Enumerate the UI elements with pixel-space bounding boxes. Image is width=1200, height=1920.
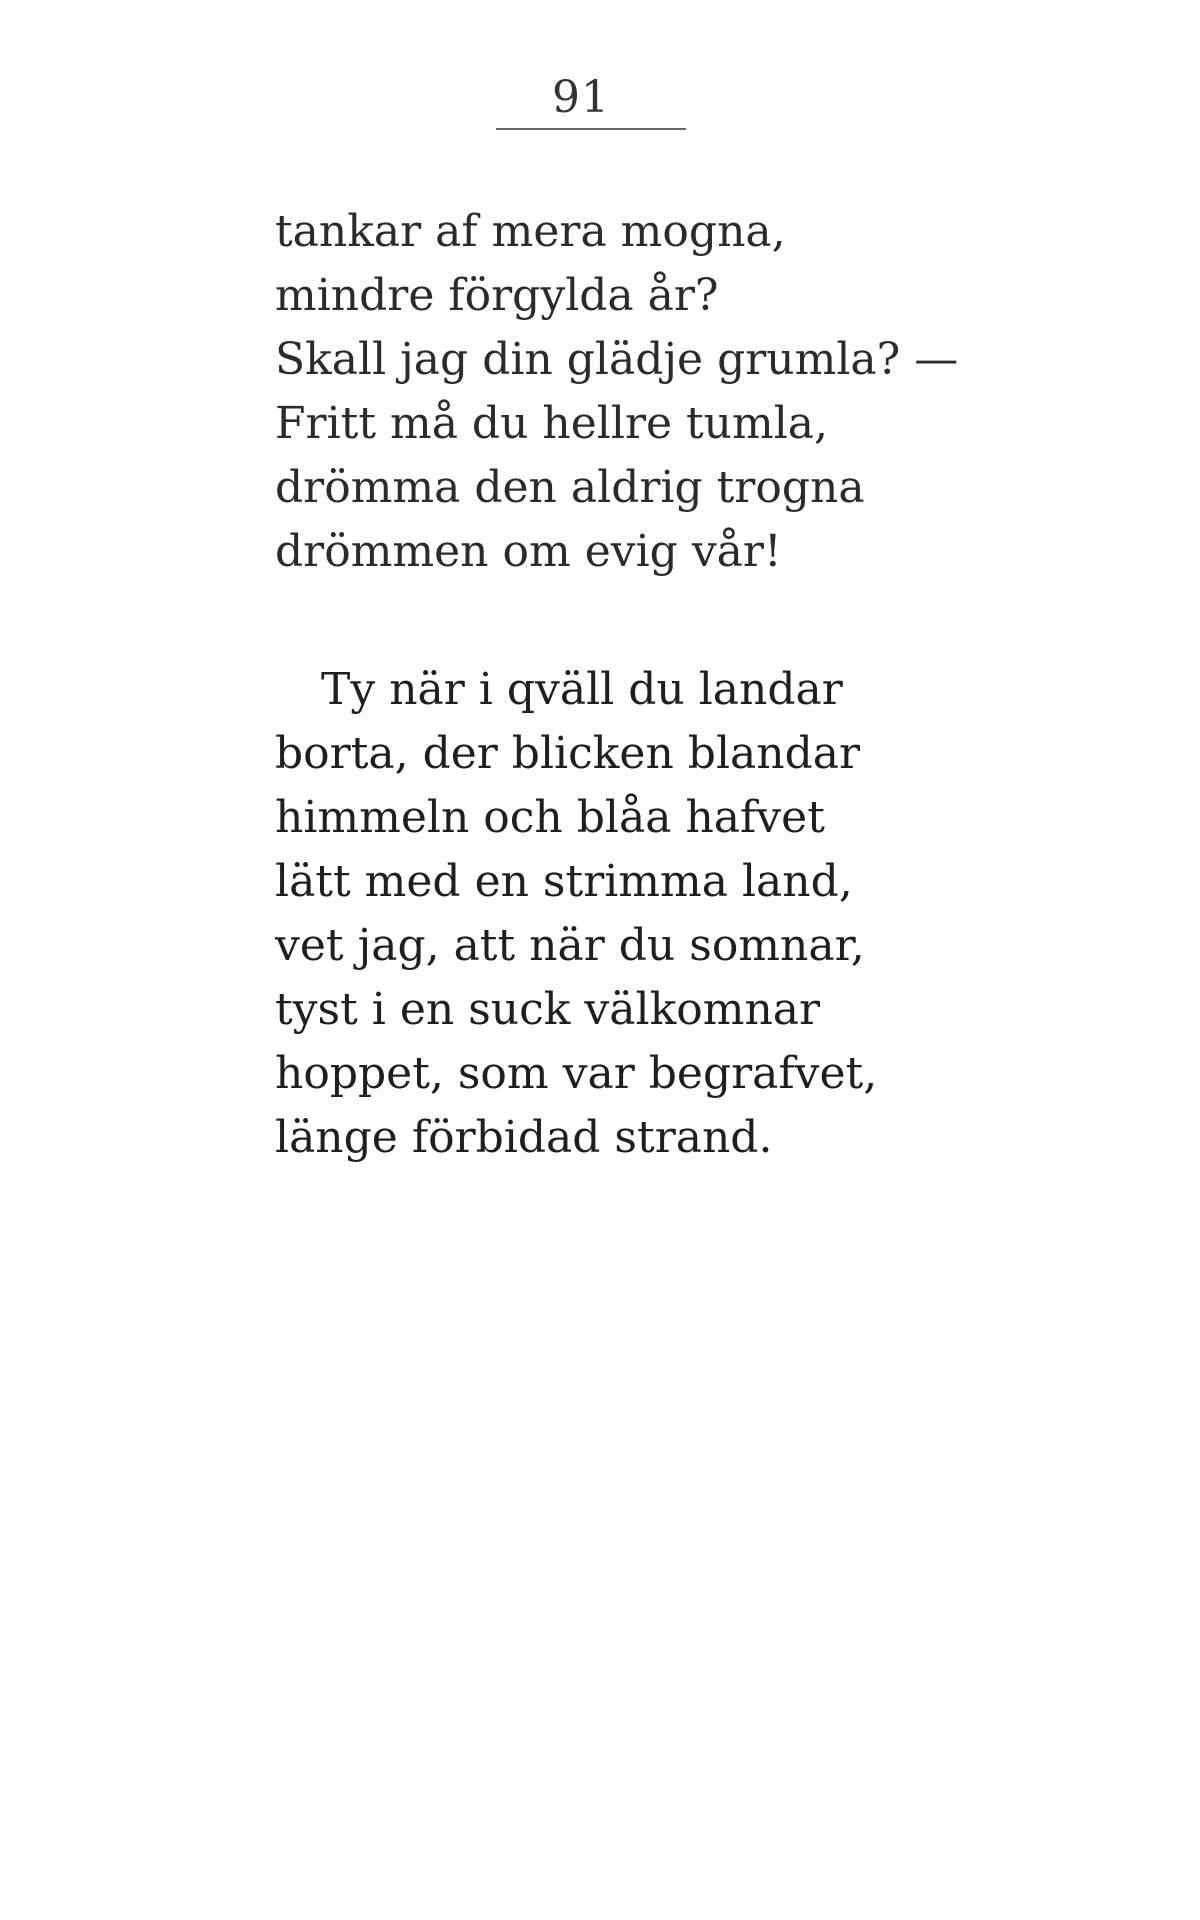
poem-line: drömmen om evig vår! bbox=[275, 526, 782, 577]
page-header bbox=[496, 72, 686, 123]
stanza-2 bbox=[275, 658, 1035, 1170]
poem-line: Ty när i qväll du landar bbox=[321, 664, 843, 715]
stanza-1 bbox=[275, 200, 1035, 584]
poem-line: vet jag, att när du somnar, bbox=[275, 920, 865, 971]
poem-line: länge förbidad strand. bbox=[275, 1112, 773, 1163]
poem-line: tyst i en suck välkomnar bbox=[275, 984, 821, 1035]
poem-line: lätt med en strimma land, bbox=[275, 856, 853, 907]
header-rule bbox=[496, 128, 686, 130]
poem-line: borta, der blicken blandar bbox=[275, 728, 861, 779]
poem-line: drömma den aldrig trogna bbox=[275, 462, 865, 513]
poem-line: Fritt må du hellre tumla, bbox=[275, 398, 829, 449]
page-number: 91 bbox=[552, 72, 610, 123]
poem-line: hoppet, som var begrafvet, bbox=[275, 1048, 878, 1099]
poem-line: Skall jag din glädje grumla? — bbox=[275, 334, 959, 385]
poem-line: tankar af mera mogna, bbox=[275, 206, 786, 257]
poem bbox=[275, 200, 1035, 1170]
poem-line: mindre förgylda år? bbox=[275, 270, 719, 321]
poem-line: himmeln och blåa hafvet bbox=[275, 792, 825, 843]
